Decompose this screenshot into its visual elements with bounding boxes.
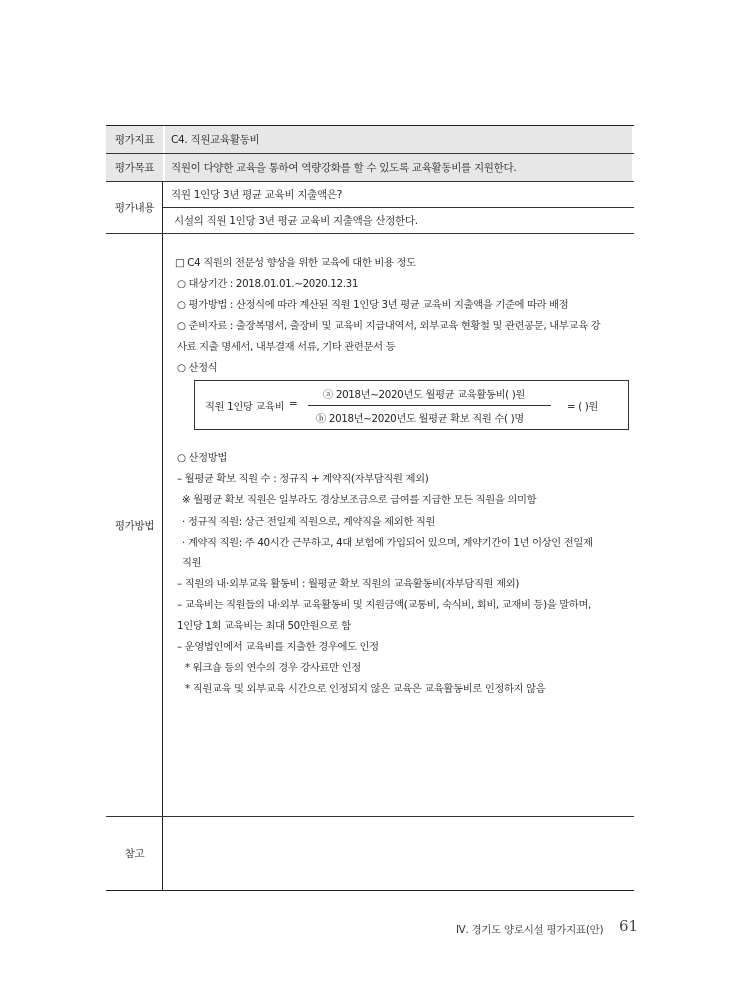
method-line: □ C4 직원의 전문성 향상을 위한 교육에 대한 비용 정도 [175, 257, 416, 269]
page-number: 61 [619, 917, 639, 935]
fraction-bar [308, 405, 551, 406]
method-line: ○ 준비자료 : 출장복명서, 출장비 및 교육비 지급내역서, 외부교육 현황철 및 관련공문, 내부교육 강 [177, 320, 601, 332]
formula-result: = ( )원 [567, 401, 599, 413]
reference-label: 참고 [124, 848, 145, 860]
content-question: 직원 1인당 3년 평균 교육비 지출액은? [171, 189, 343, 201]
formula-equals: = [289, 398, 298, 410]
footer-chapter-title: Ⅳ. 경기도 양로시설 평가지표(안) [456, 924, 604, 936]
formula-numerator: ⓐ 2018년~2020년도 월평균 교육활동비( )원 [323, 389, 526, 401]
method-line: ○ 산정방법 [177, 452, 227, 464]
method-line: – 월평균 확보 직원 수 : 정규직 + 계약직(자부담직원 제외) [177, 473, 429, 485]
indicator-label: 평가지표 [106, 126, 163, 153]
content-label: 평가내용 [114, 202, 155, 214]
method-label: 평가방법 [114, 519, 155, 532]
method-line: ※ 월평균 확보 직원은 일부라도 경상보조금으로 급여를 지급한 모든 직원을 의미함 [182, 494, 537, 506]
method-line: · 계약직 직원: 주 40시간 근무하고, 4대 보험에 가입되어 있으며, 계약기간이 1년 이상인 전일제 [182, 537, 593, 549]
method-line: * 워크숍 등의 연수의 경우 강사료만 인정 [185, 662, 361, 674]
goal-value: 직원이 다양한 교육을 통하여 역량강화를 할 수 있도록 교육활동비를 지원한다. [165, 154, 632, 181]
method-line: · 정규직 직원: 상근 전일제 직원으로, 계약직을 제외한 직원 [182, 516, 436, 528]
method-line: 직원 [182, 557, 202, 569]
content-answer: 시설의 직원 1인당 3년 평균 교육비 지출액을 산정한다. [174, 215, 418, 227]
formula-denominator: ⓑ 2018년~2020년도 월평균 확보 직원 수( )명 [316, 413, 524, 425]
method-line: ○ 대상기간 : 2018.01.01.~2020.12.31 [177, 278, 359, 290]
indicator-value: C4. 직원교육활동비 [165, 126, 632, 153]
method-line: – 운영법인에서 교육비를 지출한 경우에도 인정 [177, 641, 379, 653]
method-line: 사료 지출 명세서, 내부결재 서류, 기타 관련문서 등 [177, 341, 396, 353]
method-line: 1인당 1회 교육비는 최대 50만원으로 함 [177, 620, 351, 632]
method-line: – 직원의 내·외부교육 활동비 : 월평균 확보 직원의 교육활동비(자부담직원 제외) [177, 578, 519, 590]
goal-label: 평가목표 [106, 154, 163, 181]
method-line: – 교육비는 직원들의 내·외부 교육활동비 및 지원금액(교통비, 숙식비, 회비, 교재비 등)을 말하며, [177, 599, 591, 611]
formula-box [194, 380, 629, 430]
method-line: * 직원교육 및 외부교육 시간으로 인정되지 않은 교육은 교육활동비로 인정하지 않음 [185, 683, 546, 695]
method-line: ○ 평가방법 : 산정식에 따라 계산된 직원 1인당 3년 평균 교육비 지출액을 기준에 따라 배점 [177, 299, 569, 311]
method-line: ○ 산정식 [177, 362, 218, 374]
evaluation-table [106, 125, 634, 891]
method-body [163, 234, 634, 816]
reference-value [165, 817, 632, 890]
formula-lhs: 직원 1인당 교육비 [205, 401, 285, 413]
